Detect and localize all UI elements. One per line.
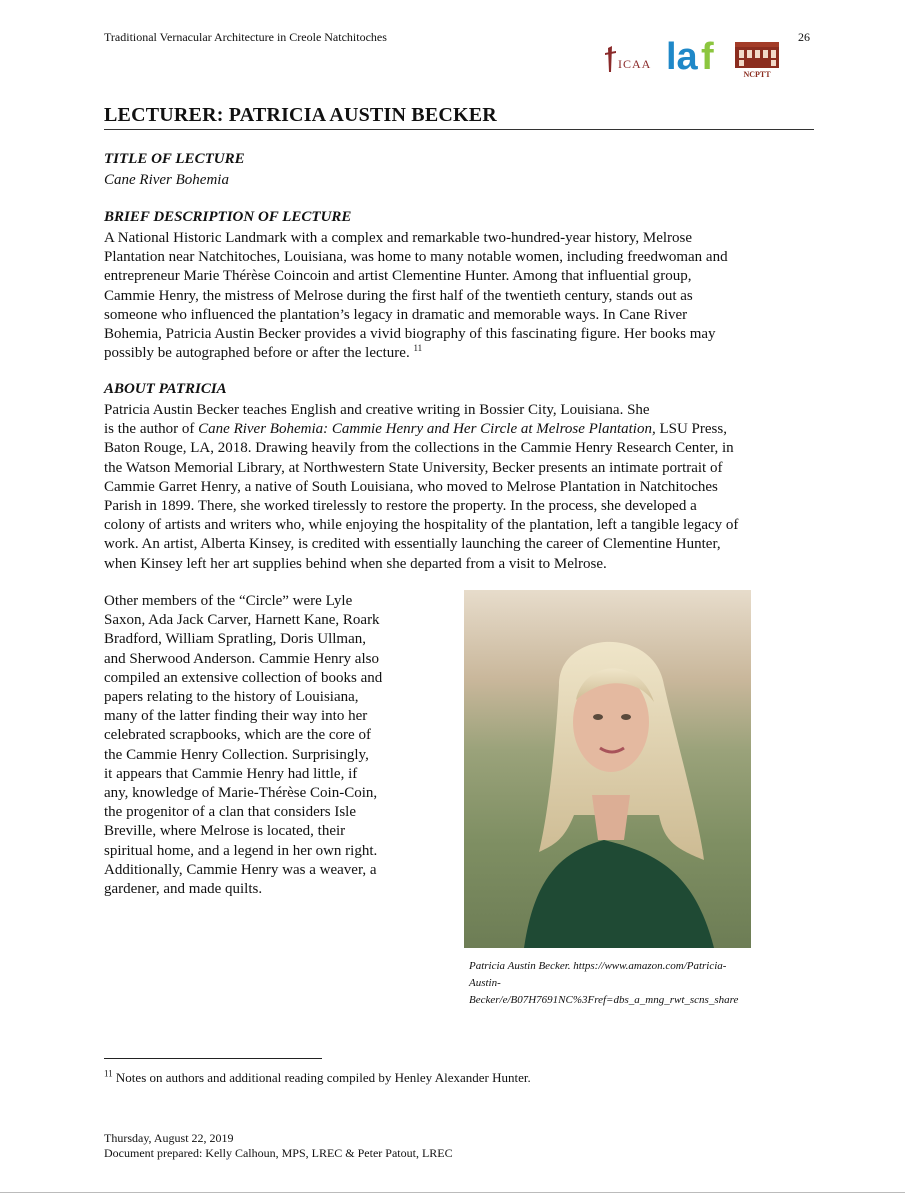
about-heading: ABOUT PATRICIA [104,381,227,397]
description-line: Bohemia, Patricia Austin Becker provides a vivid biography of this fascinating figure. Her books may [104,326,716,343]
circle-line: Additionally, Cammie Henry was a weaver, a [104,861,377,878]
footer-prepared-by: Document prepared: Kelly Calhoun, MPS, LREC & Peter Patout, LREC [104,1146,453,1160]
circle-line: compiled an extensive collection of books and [104,669,383,686]
description-line: Cammie Henry, the mistress of Melrose during the first half of the twentieth century, stands out as [104,287,693,304]
circle-line: it appears that Cammie Henry had little, if [104,765,358,782]
svg-text:NCPTT: NCPTT [743,70,771,78]
photo-caption [469,958,814,1009]
about-line: work. An artist, Alberta Kinsey, is credited with essentially launching the career of Clementine Hunter, [104,536,721,553]
svg-text:f: f [701,38,714,74]
description-line: entrepreneur Marie Thérèse Coincoin and artist Clementine Hunter. Among that influential group, [104,268,692,285]
caption-line: Austin- [469,977,501,989]
title-of-lecture-heading: TITLE OF LECTURE [104,151,245,167]
page-number: 26 [798,30,810,44]
circle-line: celebrated scrapbooks, which are the core of [104,727,371,744]
lecture-title: Cane River Bohemia [104,172,229,188]
description-heading: BRIEF DESCRIPTION OF LECTURE [104,209,352,225]
icaa-logo-icon [602,44,658,74]
caption-line: Patricia Austin Becker. https://www.amazon.com/Patricia- [469,960,727,972]
circle-line: Breville, where Melrose is located, their [104,823,346,840]
page-bottom-edge [0,1192,905,1193]
about-line: Parish in 1899. There, she worked tirelessly to restore the property. In the process, she developed a [104,498,697,515]
circle-line: Other members of the “Circle” were Lyle [104,593,353,609]
svg-text:ICAA: ICAA [618,57,652,71]
description-line: someone who influenced the plantation’s legacy in dramatic and memorable ways. In Cane River [104,306,688,323]
running-title: Traditional Vernacular Architecture in Creole Natchitoches [104,30,387,44]
sponsor-logos [598,36,798,80]
description-line-text: possibly be autographed before or after the lecture. [104,345,410,362]
circle-line: gardener, and made quilts. [104,881,263,898]
about-line: when Kinsey left her art supplies behind when she departed from a visit to Melrose. [104,555,607,572]
ncptt-logo-icon [732,38,782,78]
about-line: colony of artists and writers who, while enjoying the hospitality of the plantation, left a tangible legacy of [104,517,739,534]
about-line-text: is the author of [104,421,199,438]
circle-line: the progenitor of a clan that considers Isle [104,804,356,821]
caption-line: Becker/e/B07H7691NC%3Fref=dbs_a_mng_rwt_scns_share [469,994,739,1006]
lecturer-heading: LECTURER: PATRICIA AUSTIN BECKER [104,104,814,130]
circle-line: the Cammie Henry Collection. Surprisingly, [104,746,369,763]
circle-line: any, knowledge of Marie-Thérèse Coin-Coin, [104,785,378,802]
about-line: Patricia Austin Becker teaches English and creative writing in Bossier City, Louisiana. She [104,402,650,418]
about-line: Cammie Garret Henry, a native of South Louisiana, who moved to Melrose Plantation in Natchitoches [104,478,718,495]
about-line-text: LSU Press, [655,421,727,438]
description-line: Plantation near Natchitoches, Louisiana, was home to many notable women, including freedwoman and [104,249,728,266]
circle-line: and Sherwood Anderson. Cammie Henry also [104,650,379,667]
author-photo [464,590,751,948]
footnote-divider [104,1058,322,1059]
svg-text:la: la [666,38,698,74]
book-title: Cane River Bohemia: Cammie Henry and Her Circle at Melrose Plantation, [198,421,656,438]
circle-line: Saxon, Ada Jack Carver, Harnett Kane, Roark [104,612,380,629]
circle-line: many of the latter finding their way into her [104,708,368,725]
footnote-number: 11 [104,1068,113,1079]
description-line [104,344,819,363]
about-text [104,401,819,574]
footnote-text: Notes on authors and additional reading compiled by Henley Alexander Hunter. [112,1070,531,1085]
footer-date: Thursday, August 22, 2019 [104,1131,234,1145]
footnote-reference: 11 [413,343,423,354]
circle-line: papers relating to the history of Louisiana, [104,689,359,706]
about-line [104,420,819,439]
about-line: the Watson Memorial Library, at Northwestern State University, Becker presents an intimate portrait of [104,459,723,476]
footnote [104,1070,531,1086]
circle-line: spiritual home, and a legend in her own right. [104,842,378,859]
circle-line: Bradford, William Spratling, Doris Ullman, [104,631,367,648]
page-footer [104,1131,453,1161]
description-text [104,229,819,363]
circle-paragraph [104,592,449,899]
description-line: A National Historic Landmark with a complex and remarkable two-hundred-year history, Melrose [104,230,693,246]
about-line: Baton Rouge, LA, 2018. Drawing heavily from the collections in the Cammie Henry Research Center, in [104,440,734,457]
laf-logo-icon [666,38,722,74]
